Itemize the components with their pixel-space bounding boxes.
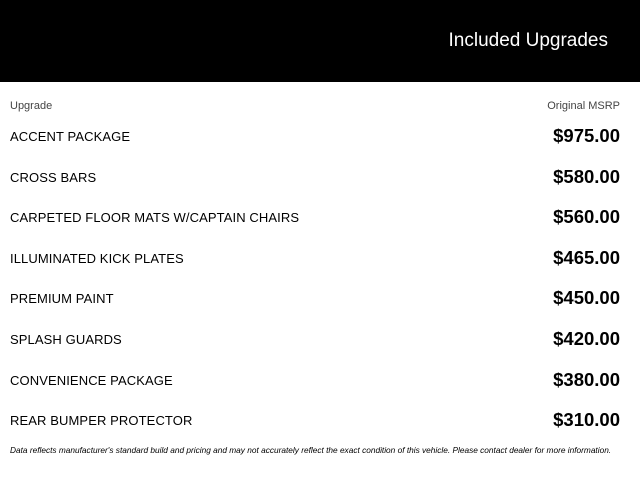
list-item: [0, 327, 640, 368]
upgrade-price: $465.00: [553, 246, 620, 268]
upgrade-price: $580.00: [553, 165, 620, 187]
upgrade-column-header: Upgrade: [10, 100, 53, 112]
upgrade-price: $560.00: [553, 206, 620, 228]
upgrade-name: SPLASH GUARDS: [10, 331, 122, 347]
upgrade-name: ACCENT PACKAGE: [10, 129, 131, 144]
upgrade-price: $420.00: [553, 327, 620, 349]
upgrade-name: PREMIUM PAINT: [10, 291, 114, 307]
list-item: [0, 368, 640, 409]
upgrades-list: [0, 124, 640, 449]
list-item: [0, 165, 640, 206]
upgrade-name: REAR BUMPER PROTECTOR: [10, 413, 193, 429]
header-bar: [0, 0, 640, 82]
msrp-column-header: Original MSRP: [547, 100, 620, 112]
page-title: Included Upgrades: [448, 30, 608, 51]
upgrade-price: $975.00: [553, 125, 620, 146]
upgrade-name: CROSS BARS: [10, 169, 97, 185]
upgrade-name: CARPETED FLOOR MATS W/CAPTAIN CHAIRS: [10, 210, 300, 226]
list-item: [0, 408, 640, 449]
upgrade-name: ILLUMINATED KICK PLATES: [10, 250, 184, 266]
list-item: [0, 205, 640, 246]
list-item: [0, 286, 640, 327]
upgrade-price: $450.00: [553, 287, 620, 309]
upgrade-price: $380.00: [553, 368, 620, 390]
list-item: [0, 246, 640, 287]
disclaimer-text: Data reflects manufacturer's standard build and pricing and may not accurately reflect the exact condition of this vehicle. Please contact dealer for more information.: [10, 445, 612, 455]
list-item: [0, 124, 640, 165]
upgrade-name: CONVENIENCE PACKAGE: [10, 372, 173, 388]
upgrade-price: $310.00: [553, 409, 620, 431]
